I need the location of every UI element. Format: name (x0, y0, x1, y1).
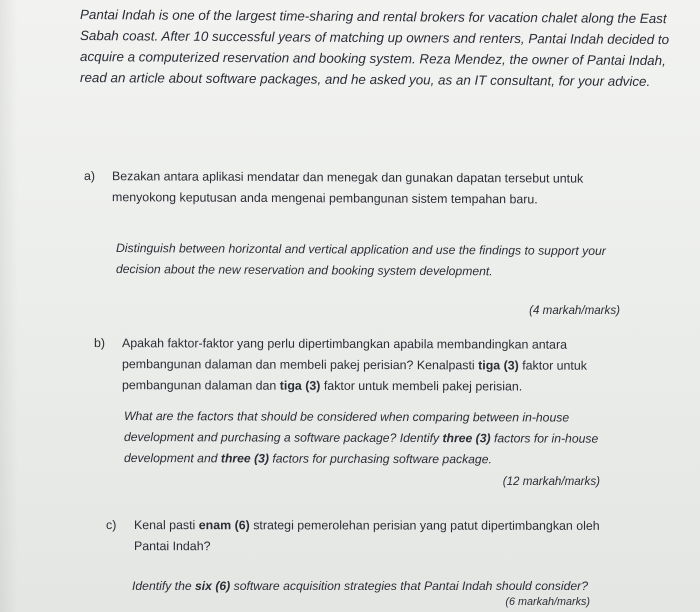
question-b-label: b) (94, 336, 106, 351)
question-c-english-bold: six (6) (195, 579, 231, 593)
question-a-english: Distinguish between horizontal and vertical application and use the findings to support your decision about the new reservation and booking system development. (116, 241, 606, 279)
question-a-marks: (4 markah/marks) (529, 304, 620, 317)
page-edge-shadow (0, 0, 18, 612)
question-b-english-bold-1: three (3) (442, 431, 491, 446)
question-c-malay-text-2: strategi pemerolehan perisian yang patut dipertimbangkan oleh Pantai Indah? (134, 518, 600, 554)
question-b-malay-bold-2: tiga (3) (279, 378, 321, 393)
question-b (94, 333, 624, 398)
question-c-malay-bold: enam (6) (198, 518, 250, 533)
question-c-marks: (6 markah/marks) (505, 596, 590, 608)
question-b-english-text-2: factors for in-house development and (124, 431, 599, 466)
question-b-malay-text-1: Apakah faktor-faktor yang perlu dipertimbangkan apabila membandingkan antara pembangunan dalaman dan membeli pakej perisian? Kenalpasti (122, 336, 567, 373)
question-b-malay-bold-1: tiga (3) (478, 358, 519, 373)
question-b-marks: (12 markah/marks) (502, 475, 600, 488)
case-intro-paragraph: Pantai Indah is one of the largest time-sharing and rental brokers for vacation chalet along the East Sabah coast. After 10 successful years of matching up owners and renters, Pantai Indah decided to acquire a computerized reservation and booking system. Reza Mendez, the owner of Pantai Indah, read an article about software packages, and he asked you, as an IT consultant, for your advice. (80, 7, 670, 89)
question-a-label: a) (84, 169, 96, 184)
question-a (84, 166, 632, 211)
question-c-malay (134, 515, 626, 558)
question-c-malay-text-1: Kenal pasti (134, 518, 196, 533)
question-b-english-bold-2: three (3) (220, 451, 269, 466)
question-b-malay (122, 333, 624, 398)
question-a-malay: Bezakan antara aplikasi mendatar dan menegak dan gunakan dapatan tersebut untuk menyokong keputusan anda mengenai pembangunan sistem tempahan baru. (112, 169, 584, 207)
question-b-english (124, 406, 624, 471)
question-b-english-text-3: factors for purchasing software package. (272, 451, 492, 467)
question-b-malay-text-2: faktor untuk pembangunan dalaman dan (122, 358, 587, 393)
question-c-label: c) (106, 518, 117, 533)
question-b-english-text-1: What are the factors that should be considered when comparing between in-house development and purchasing a software package? Identify (124, 409, 570, 446)
question-c-english-text-1: Identify the (132, 579, 192, 593)
question-c-english-text-2: software acquisition strategies that Pantai Indah should consider? (233, 579, 588, 593)
question-b-malay-text-3: faktor untuk membeli pakej perisian. (323, 378, 523, 394)
question-c (106, 515, 626, 558)
